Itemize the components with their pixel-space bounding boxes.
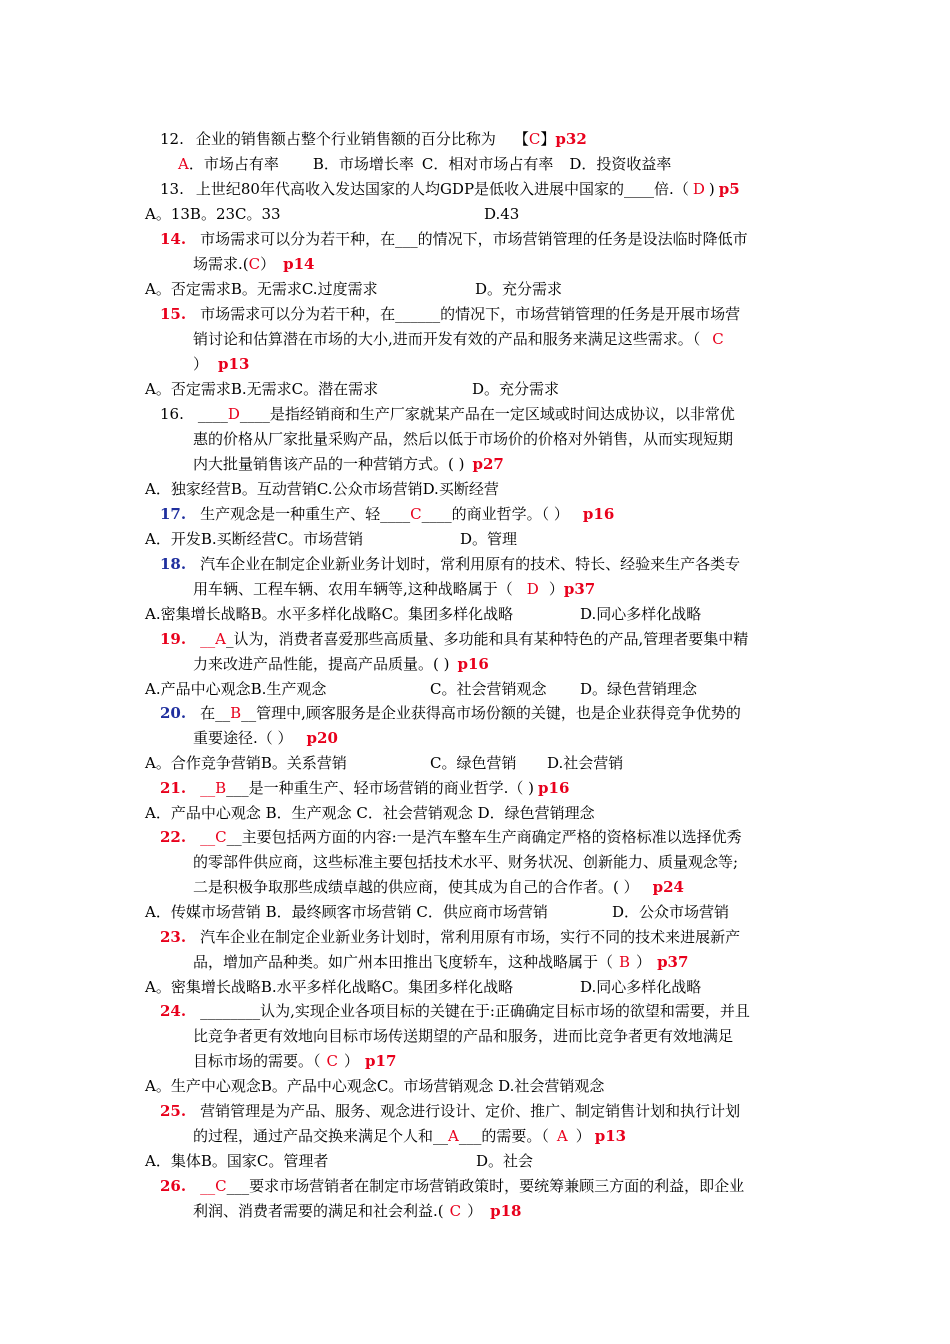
question-text-cont: 比竞争者更有效地向目标市场传送期望的产品和服务，进而比竞争者更有效地满足 — [193, 1027, 734, 1045]
option-d-text: D。充分需求 — [475, 280, 563, 298]
page-ref: p18 — [490, 1202, 522, 1220]
answer: B — [619, 953, 631, 971]
option-d — [475, 279, 562, 299]
question-23 — [160, 927, 740, 947]
option-a: ．市场占有率 — [188, 155, 279, 173]
option-c: C．相对市场占有率 — [421, 155, 554, 173]
options-abc: A。否定需求B.无需求C。潜在需求 — [145, 380, 379, 398]
option-d — [476, 1151, 533, 1171]
options-ab: A.产品中心观念B.生产观念 — [145, 680, 327, 698]
close-paren: ） — [548, 580, 564, 598]
question-text: 在__ — [200, 704, 231, 722]
question-number: 14. — [160, 230, 187, 248]
question-text-cont: ____的商业哲学。（ ） — [421, 505, 569, 523]
options-abc: A．开发B.买断经营C。市场营销 — [145, 530, 364, 548]
question-14-options — [145, 279, 378, 299]
answer: C — [449, 1202, 462, 1220]
option-d — [580, 977, 701, 997]
question-number: 22. — [160, 828, 187, 846]
question-text: 企业的销售额占整个行业销售额的百分比称为 — [195, 130, 496, 148]
options-abc: A。否定需求B。无需求C.过度需求 — [145, 280, 378, 298]
blank: __ — [200, 1177, 216, 1195]
close-paren: ） — [575, 1127, 591, 1145]
question-text: 营销管理是为产品、服务、观念进行设计、定价、推广、制定销售计划和执行计划 — [200, 1102, 741, 1120]
option-d — [472, 379, 559, 399]
option-d — [547, 753, 623, 773]
question-text: 汽车企业在制定企业新业务计划时，常利用原有市场，实行不同的技术来进展新产 — [200, 928, 741, 946]
question-text-cont: 惠的价格从厂家批量采购产品，然后以低于市场价的价格对外销售，从而实现短期 — [193, 430, 734, 448]
page-ref: p32 — [555, 130, 587, 148]
page-ref: p24 — [652, 878, 684, 896]
answer: B — [215, 779, 227, 797]
question-21 — [160, 778, 569, 798]
answer: C — [410, 505, 422, 523]
page-ref: p14 — [283, 255, 315, 273]
options: A．独家经营B。互动营销C.公众市场营销D.买断经营 — [145, 480, 499, 498]
question-number: 17. — [160, 505, 187, 523]
question-24 — [160, 1001, 750, 1021]
question-17 — [160, 504, 614, 524]
answer: A — [556, 1127, 568, 1145]
question-text-cont: __管理中,顾客服务是企业获得高市场份额的关键，也是企业获得竞争优势的 — [241, 704, 741, 722]
answer: A — [215, 630, 226, 648]
option-d-text: D。社会 — [476, 1152, 534, 1170]
options-abc: A．集体B。国家C。管理者 — [145, 1152, 329, 1170]
question-19-options — [145, 679, 326, 699]
answer: C — [248, 255, 261, 273]
question-14 — [160, 229, 748, 249]
blank: __ — [200, 779, 216, 797]
question-text-cont: 用车辆、工程车辆、农用车辆等,这种战略属于（ — [193, 580, 513, 598]
question-text-cont: 力来改进产品性能，提高产品质量。( ) — [193, 655, 450, 673]
question-number: 15. — [160, 305, 187, 323]
question-text-cont: 品，增加产品种类。如广州本田推出飞度轿车，这种战略属于（ — [193, 953, 614, 971]
page-ref: p16 — [538, 779, 570, 797]
option-d — [484, 204, 519, 224]
close-paren: ） — [193, 355, 209, 373]
answer: C — [215, 1177, 227, 1195]
option-d-text: D.社会营销 — [547, 754, 624, 772]
question-text-cont: 内大批量销售该产品的一种营销方式。( ) — [193, 455, 465, 473]
option-d — [580, 604, 701, 624]
question-13-options — [145, 204, 281, 224]
question-number: 24. — [160, 1002, 187, 1020]
page-ref: p37 — [563, 580, 596, 598]
option-c — [430, 679, 546, 699]
options-abc: A。密集增长战略B.水平多样化战略C。集团多样化战略 — [145, 978, 514, 996]
options-abc: A。13B。23C。33 — [145, 205, 281, 223]
question-19 — [160, 629, 748, 649]
question-text: _认为，消费者喜爱那些高质量、多功能和具有某种特色的产品,管理者要集中精 — [225, 630, 749, 648]
question-25-options — [145, 1151, 328, 1171]
question-number: 23. — [160, 928, 187, 946]
close-paren: ） — [636, 953, 652, 971]
question-text-cont: 目标市场的需要。（ — [193, 1052, 321, 1070]
answer: D — [692, 180, 705, 198]
question-text-cont: 重要途径.（ ） — [193, 729, 293, 747]
question-text-cont: ___的需要。（ — [458, 1127, 549, 1145]
option-d-text: D.同心多样化战略 — [580, 605, 702, 623]
options-abc: A．传媒市场营销 B．最终顾客市场营销 C．供应商市场营销 — [145, 903, 548, 921]
question-14-line2 — [193, 254, 315, 274]
question-25-line2 — [193, 1126, 626, 1146]
close-paren: ） — [344, 1052, 360, 1070]
blank: ____ — [197, 405, 228, 423]
question-text: 汽车企业在制定企业新业务计划时，常利用原有的技术、特长、经验来生产各类专 — [200, 555, 741, 573]
page-ref: p13 — [594, 1127, 627, 1145]
option-a-letter: A — [178, 155, 189, 173]
option-c — [430, 753, 516, 773]
question-17-options — [145, 529, 363, 549]
question-16-line3 — [193, 454, 504, 474]
page-ref: p20 — [306, 729, 338, 747]
question-15 — [160, 304, 740, 324]
page-ref: p17 — [365, 1052, 397, 1070]
page-ref: p5 — [718, 180, 740, 198]
option-d: D．投资收益率 — [569, 155, 672, 173]
question-number: 16. — [160, 405, 184, 423]
question-text: ________认为,实现企业各项目标的关键在于:正确确定目标市场的欲望和需要，并且 — [200, 1002, 750, 1020]
question-21-options — [145, 803, 595, 823]
question-16-options — [145, 479, 499, 499]
question-18-line2 — [193, 579, 595, 599]
question-text: __主要包括两方面的内容:一是汽车整车生产商确定严格的资格标准以选择优秀 — [226, 828, 742, 846]
question-number: 19. — [160, 630, 187, 648]
question-text: 市场需求可以分为若干种，在______的情况下，市场营销管理的任务是开展市场营 — [200, 305, 741, 323]
question-15-line3 — [193, 354, 249, 374]
question-18-options — [145, 604, 513, 624]
question-26-line2 — [193, 1201, 522, 1221]
question-text: 上世纪80年代高收入发达国家的人均GDP是低收入进展中国家的____倍.（ — [195, 180, 689, 198]
option-d — [612, 902, 729, 922]
answer: C — [528, 130, 541, 148]
question-12-options — [178, 154, 671, 174]
question-20-line2 — [193, 728, 338, 748]
question-text-cont: 场需求.( — [193, 255, 249, 273]
question-24-options — [145, 1076, 604, 1096]
options-abc: A.密集增长战略B。水平多样化战略C。集团多样化战略 — [145, 605, 514, 623]
answer: C — [326, 1052, 338, 1070]
question-20 — [160, 703, 741, 723]
answer: D — [526, 580, 539, 598]
option-d — [460, 529, 517, 549]
question-15-options — [145, 379, 378, 399]
option-d — [580, 679, 697, 699]
question-25 — [160, 1101, 740, 1121]
option-c-text: C。绿色营销 — [430, 754, 517, 772]
page-ref: p16 — [582, 505, 615, 523]
answer: C — [712, 330, 724, 348]
question-number: 26. — [160, 1177, 187, 1195]
question-12 — [160, 129, 587, 149]
page-ref: p37 — [657, 953, 689, 971]
question-number: 12. — [160, 130, 184, 148]
blank: __ — [200, 828, 216, 846]
options: A。生产中心观念B。产品中心观念C。市场营销观念 D.社会营销观念 — [145, 1077, 605, 1095]
bracket-right: 】 — [540, 130, 556, 148]
question-number: 18. — [160, 555, 187, 573]
question-22 — [160, 827, 742, 847]
question-number: 20. — [160, 704, 187, 722]
option-d-text: D.43 — [484, 205, 520, 223]
question-text: 市场需求可以分为若干种，在___的情况下，市场营销管理的任务是设法临时降低市 — [200, 230, 748, 248]
options-ab: A。合作竞争营销B。关系营销 — [145, 754, 347, 772]
answer: B — [230, 704, 242, 722]
question-22-options — [145, 902, 548, 922]
question-22-line3 — [193, 877, 684, 897]
question-number: 13. — [160, 180, 184, 198]
question-18 — [160, 554, 740, 574]
question-text-cont: 销讨论和估算潜在市场的大小,进而开发有效的产品和服务来满足这些需求。（ — [193, 330, 701, 348]
question-23-options — [145, 977, 513, 997]
option-d-text: D．公众市场营销 — [612, 903, 730, 921]
question-text-cont: 的过程，通过产品交换来满足个人和__ — [193, 1127, 449, 1145]
option-d-text: D。充分需求 — [472, 380, 560, 398]
question-26 — [160, 1176, 744, 1196]
question-text: 生产观念是一种重生产、轻____ — [200, 505, 411, 523]
question-text-cont: 的零部件供应商，这些标准主要包括技术水平、财务状况、创新能力、质量观念等; — [193, 853, 739, 871]
page-ref: p13 — [218, 355, 250, 373]
question-19-line2 — [193, 654, 489, 674]
question-24-line2 — [193, 1026, 733, 1046]
answer-inline: A — [448, 1127, 459, 1145]
question-text: ___要求市场营销者在制定市场营销政策时，要统筹兼顾三方面的利益，即企业 — [226, 1177, 745, 1195]
option-d-text: D.同心多样化战略 — [580, 978, 702, 996]
close-paren: ） — [467, 1202, 483, 1220]
question-23-line2 — [193, 952, 688, 972]
option-b: B．市场增长率 — [312, 155, 414, 173]
question-number: 21. — [160, 779, 187, 797]
options: A．产品中心观念 B．生产观念 C．社会营销观念 D．绿色营销理念 — [145, 804, 595, 822]
question-13 — [160, 179, 740, 199]
answer: C — [215, 828, 227, 846]
question-text: ____是指经销商和生产厂家就某产品在一定区域或时间达成协议，以非常优 — [239, 405, 735, 423]
page-ref: p27 — [472, 455, 504, 473]
page-ref: p16 — [457, 655, 489, 673]
question-text-cont: 利润、消费者需要的满足和社会利益.( — [193, 1202, 444, 1220]
question-20-options — [145, 753, 347, 773]
question-24-line3 — [193, 1051, 396, 1071]
question-16 — [160, 404, 735, 424]
blank: __ — [200, 630, 216, 648]
bracket-left: 【 — [513, 130, 529, 148]
answer: D — [227, 405, 240, 423]
option-c-text: C。社会营销观念 — [430, 680, 547, 698]
option-d-text: D。管理 — [460, 530, 518, 548]
question-text: ___是一种重生产、轻市场营销的商业哲学.（ ) — [226, 779, 535, 797]
option-d-text: D。绿色营销理念 — [580, 680, 698, 698]
question-16-line2 — [193, 429, 733, 449]
close-paren: ） — [260, 255, 276, 273]
question-22-line2 — [193, 852, 738, 872]
question-15-line2 — [193, 329, 724, 349]
question-number: 25. — [160, 1102, 187, 1120]
close-paren: ) — [708, 180, 715, 198]
question-text-cont: 二是积极争取那些成绩卓越的供应商，使其成为自己的合作者。( ） — [193, 878, 639, 896]
